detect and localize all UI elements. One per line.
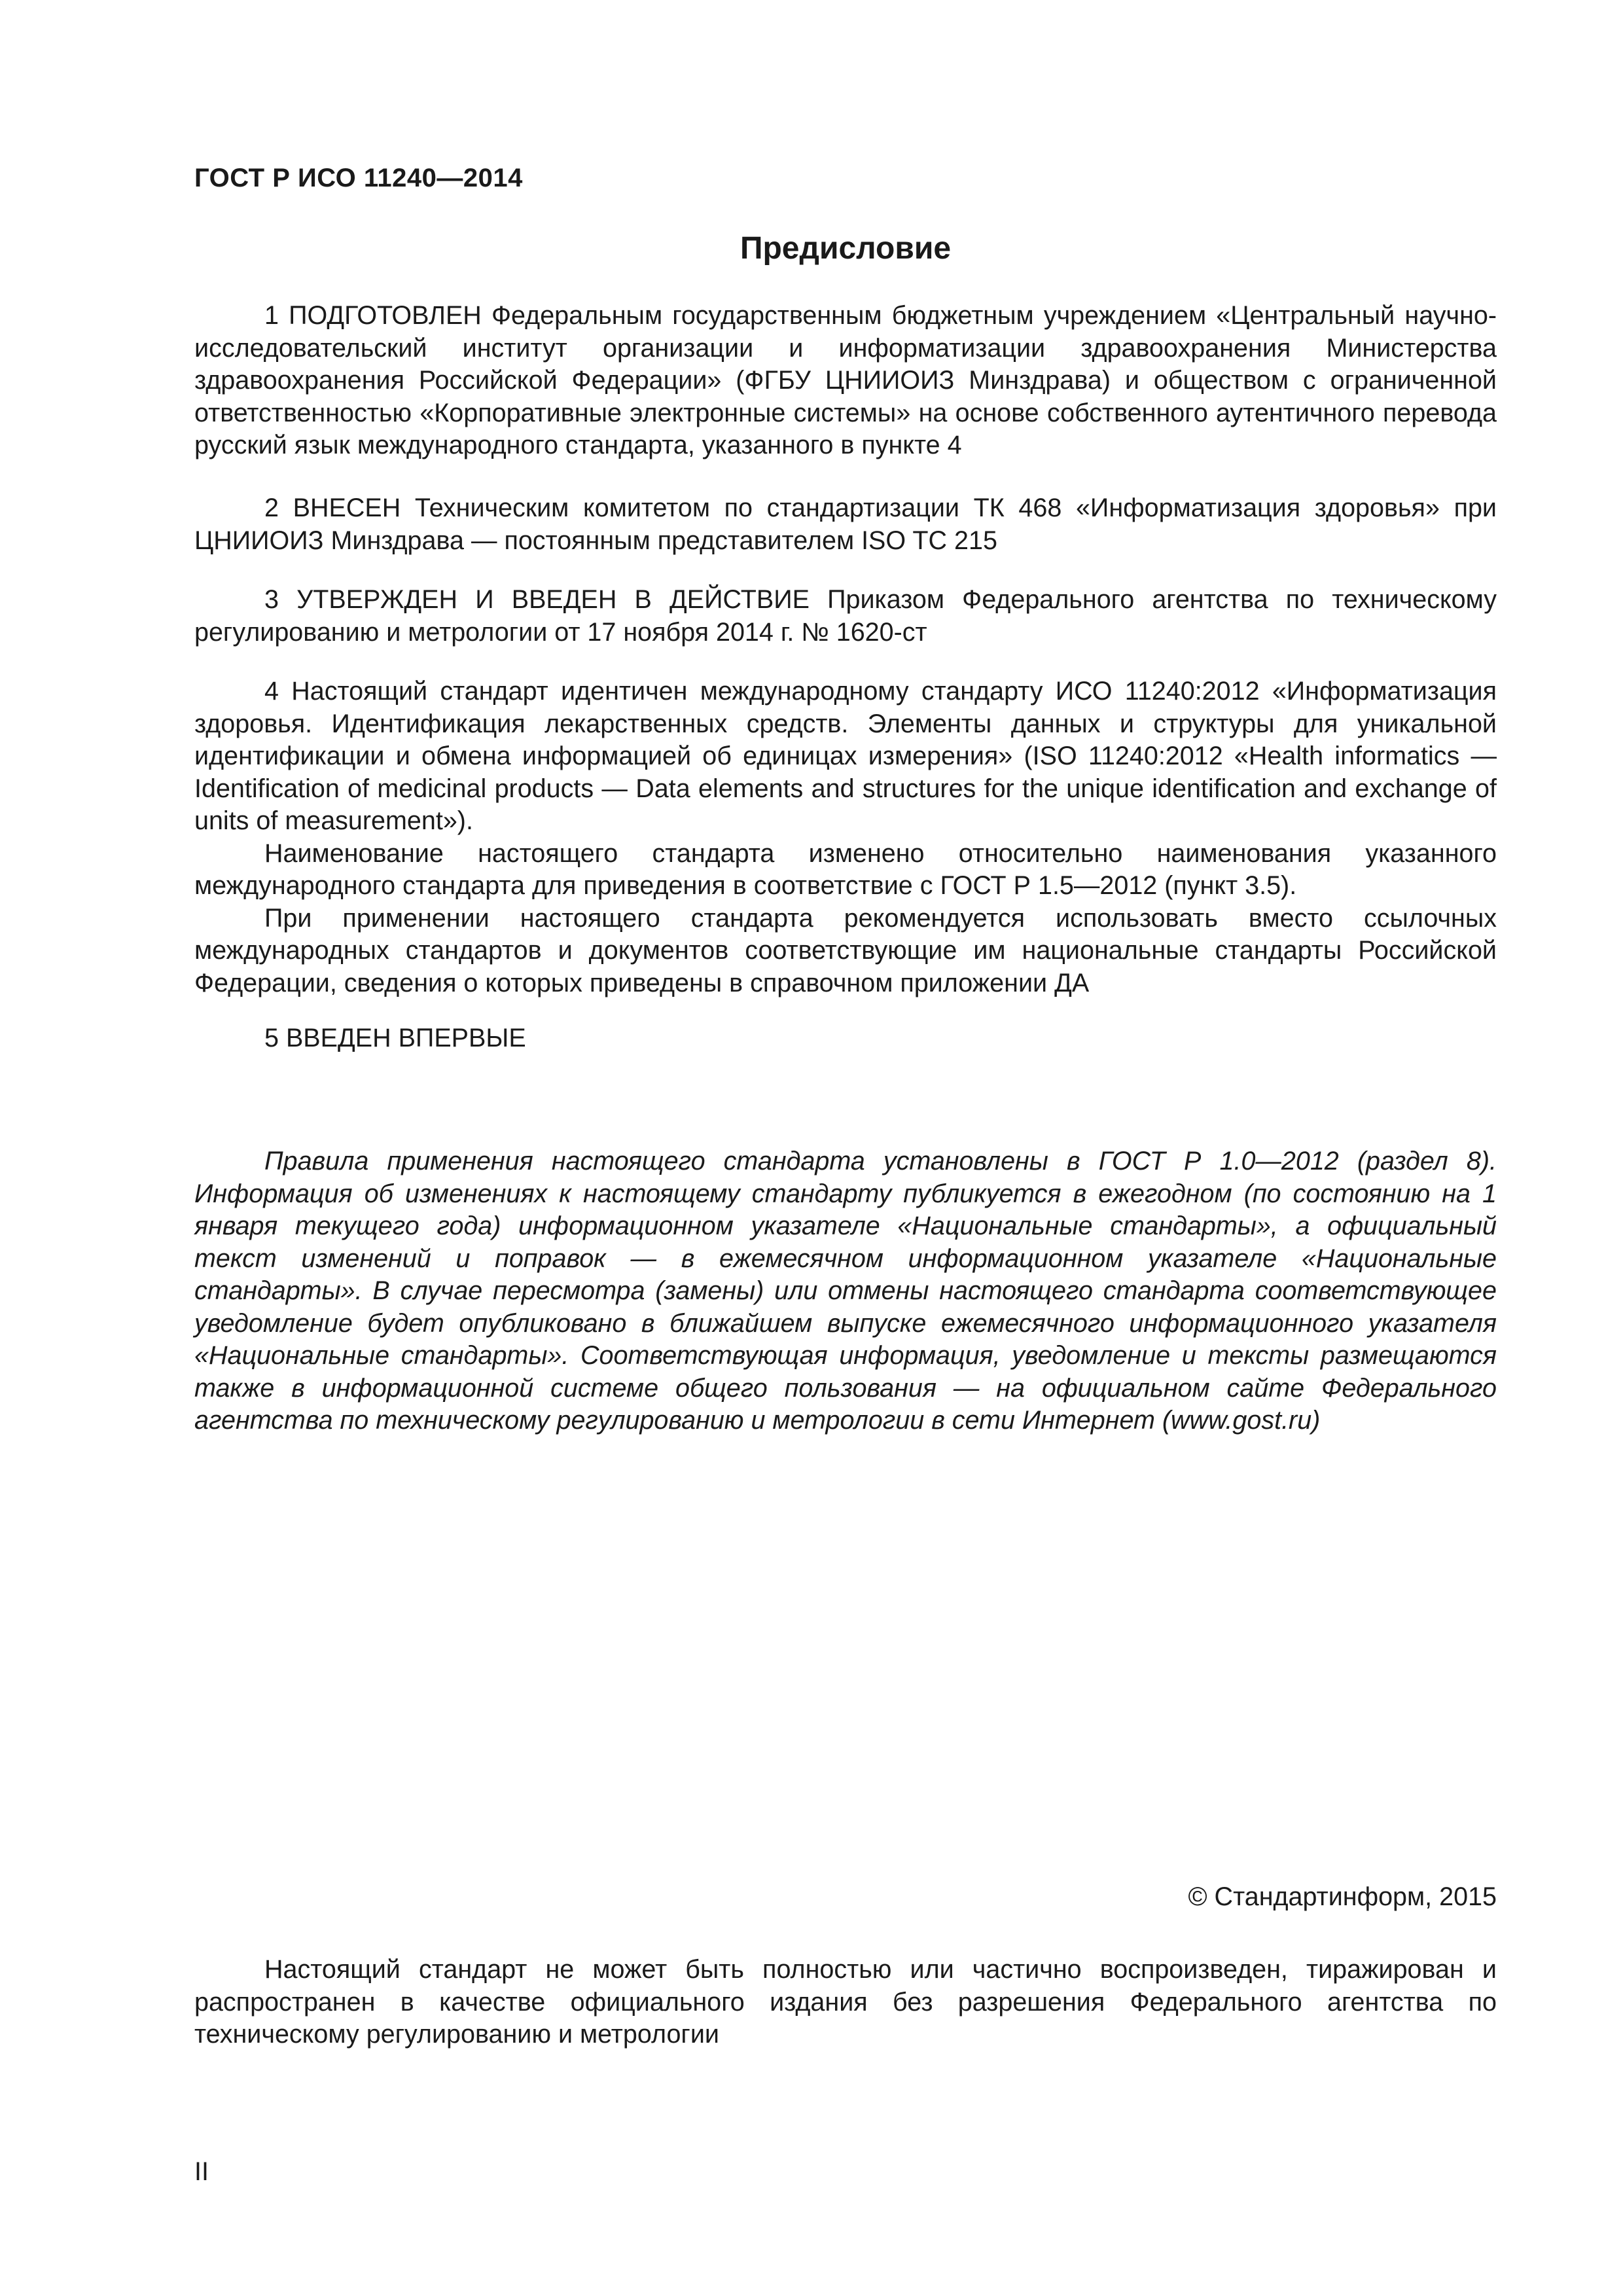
- foreword-item-text: 4 Настоящий стандарт идентичен международному стандарту ИСО 11240:2012 «Информатизация здоровья. Идентификация лекарственных средств. Элементы данных и структуры для уникальной идентификации и обмена информацией об единицах измерения» (ISO 11240:2012 «Health informatics — Identification of medicinal products — Data elements and structures for the unique identification and exchange of units of measurement»).: [194, 677, 1497, 835]
- foreword-item-5: [194, 1022, 1497, 1055]
- foreword-item-text: 3 УТВЕРЖДЕН И ВВЕДЕН В ДЕЙСТВИЕ Приказом Федерального агентства по техническому регулированию и метрологии от 17 ноября 2014 г. № 1620-ст: [194, 585, 1497, 647]
- foreword-item-text: Наименование настоящего стандарта изменено относительно наименования указанного международного стандарта для приведения в соответствие с ГОСТ Р 1.5—2012 (пункт 3.5).: [194, 838, 1497, 900]
- foreword-item-2: [194, 492, 1497, 557]
- rules-notice-text: Правила применения настоящего стандарта установлены в ГОСТ Р 1.0—2012 (раздел 8). Информация об изменениях к настоящему стандарту публикуется в ежегодном (по состоянию на 1 января текущего года) информационном указателе «Национальные стандарты», а официальный текст изменений и поправок — в ежемесячном информационном указателе «Национальные стандарты». В случае пересмотра (замены) или отмены настоящего стандарта соответствующее уведомление будет опубликовано в ближайшем выпуске ежемесячного информационного указателя «Национальные стандарты». Соответствующая информация, уведомление и тексты размещаются также в информационной системе общего пользования — на официальном сайте Федерального агентства по техническому регулированию и метрологии в сети Интернет (www.gost.ru): [194, 1147, 1497, 1435]
- document-designation: ГОСТ Р ИСО 11240—2014: [194, 164, 523, 192]
- foreword-item-4: [194, 675, 1497, 999]
- page-title: Предисловие: [740, 231, 952, 266]
- foreword-item-3: [194, 584, 1497, 649]
- copyright-line: © Стандартинформ, 2015: [1188, 1882, 1497, 1911]
- foreword-item-text: 5 ВВЕДЕН ВПЕРВЫЕ: [264, 1024, 526, 1052]
- foreword-item-text: 2 ВНЕСЕН Техническим комитетом по стандартизации ТК 468 «Информатизация здоровья» при ЦНИИОИЗ Минздрава — постоянным представителем ISO TC 215: [194, 493, 1497, 555]
- page-number: II: [194, 2157, 209, 2186]
- foreword-item-text: При применении настоящего стандарта рекомендуется использовать вместо ссылочных международных стандартов и документов соответствующие им национальные стандарты Российской Федерации, сведения о которых приведены в справочном приложении ДА: [194, 903, 1497, 997]
- foreword-item-1: [194, 300, 1497, 462]
- foreword-item-text: 1 ПОДГОТОВЛЕН Федеральным государственным бюджетным учреждением «Центральный научно-исследовательский институт организации и информатизации здравоохранения Министерства здравоохранения Российской Федерации» (ФГБУ ЦНИИОИЗ Минздрава) и обществом с ограниченной ответственностью «Корпоративные электронные системы» на основе собственного аутентичного перевода русский язык международного стандарта, указанного в пункте 4: [194, 301, 1497, 459]
- rules-notice: [194, 1145, 1497, 1437]
- reproduction-notice-text: Настоящий стандарт не может быть полностью или частично воспроизведен, тиражирован и распространен в качестве официального издания без разрешения Федерального агентства по техническому регулированию и метрологии: [194, 1955, 1497, 2049]
- reproduction-notice: [194, 1954, 1497, 2051]
